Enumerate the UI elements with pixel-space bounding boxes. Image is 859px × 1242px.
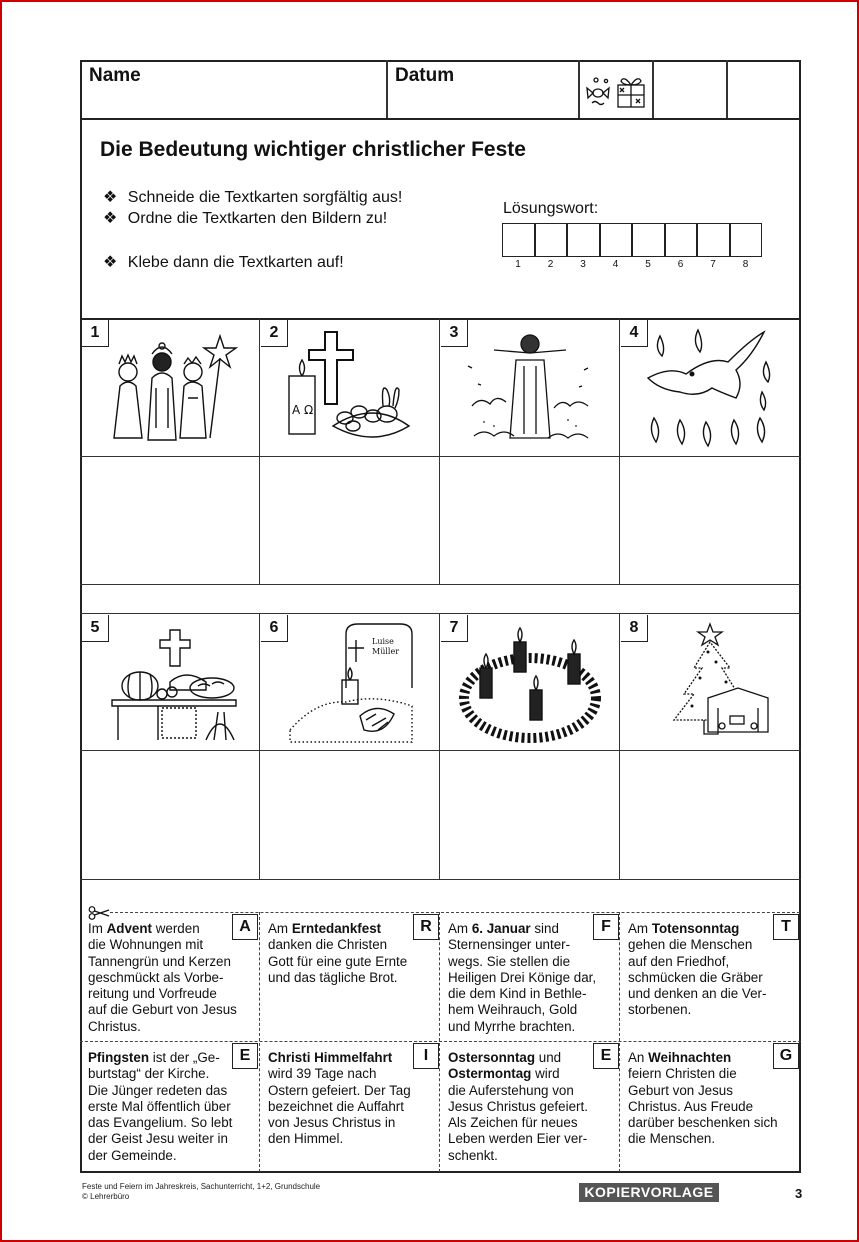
solution-box-8[interactable] <box>730 223 763 257</box>
text-card-weihnachten[interactable]: An Weihnachten feiern Christen die Geburt von Jesus Christus. Aus Freude darüber beschenken sich die Menschen. <box>628 1050 778 1147</box>
picture-number-1: 1 <box>82 320 109 347</box>
solution-number: 6 <box>677 259 684 270</box>
solution-box-2[interactable] <box>535 223 568 257</box>
christmas-tree-icon <box>648 622 768 742</box>
text-card-himmelfahrt[interactable]: Christi Himmelfahrt wird 39 Tage nach Ostern gefeiert. Der Tag bezeichnet die Auffahrt von Jesus Christus in den Himmel. <box>268 1050 411 1147</box>
solution-box-4[interactable] <box>600 223 633 257</box>
advent-wreath-icon <box>460 624 600 746</box>
picture-number-6: 6 <box>261 615 288 642</box>
candy-gift-icon <box>584 72 648 110</box>
header-sep-4 <box>726 60 728 118</box>
grid2-col <box>259 613 260 879</box>
ascension-icon <box>464 326 596 450</box>
cut-line-col <box>259 912 260 1172</box>
name-label: Name <box>89 65 141 86</box>
grid2-col <box>439 613 440 879</box>
text-card-totensonntag[interactable]: Am Totensonntag gehen die Menschen auf den Friedhof, schmücken die Gräber und denken an die Ver- storbenen. <box>628 921 767 1018</box>
solution-box-3[interactable] <box>567 223 600 257</box>
instruction-1: ❖ Schneide die Textkarten sorgfältig aus! <box>103 189 403 206</box>
cut-line-top <box>110 912 800 913</box>
card-letter: F <box>593 914 619 940</box>
date-label: Datum <box>395 65 455 86</box>
pentecost-dove-icon <box>640 326 780 450</box>
header-sep-2 <box>578 60 580 118</box>
grave-plate-surname: Müller <box>372 647 400 656</box>
solution-number: 4 <box>612 259 619 270</box>
grid1-bottom <box>80 584 801 585</box>
grid1-col <box>619 318 620 584</box>
grid2-col <box>619 613 620 879</box>
picture-number-7: 7 <box>441 615 468 642</box>
solution-box-7[interactable] <box>697 223 730 257</box>
solution-number: 8 <box>742 259 749 270</box>
solution-box-6[interactable] <box>665 223 698 257</box>
solution-box-5[interactable] <box>632 223 665 257</box>
grid2-mid <box>80 750 801 751</box>
text-card-ostern[interactable]: Ostersonntag und Ostermontag wird die Auferstehung von Jesus Christus gefeiert. Als Zeichen für neues Leben werden Eier ver- schenkt. <box>448 1050 588 1163</box>
bullet-icon: ❖ <box>103 189 118 206</box>
text-card-pfingsten[interactable]: Pfingsten ist der „Ge- burtstag“ der Kirche. Die Jünger redeten das erste Mal öffentlich über das Evangelium. So lebt der Geist Jesu weiter in der Gemeinde. <box>88 1050 233 1163</box>
instruction-2: ❖ Ordne die Textkarten den Bildern zu! <box>103 210 388 227</box>
solution-box-1[interactable] <box>502 223 535 257</box>
page-number: 3 <box>795 1186 803 1201</box>
grave-icon <box>286 620 416 746</box>
bullet-icon: ❖ <box>103 210 118 227</box>
harvest-table-icon <box>110 628 242 742</box>
card-letter: I <box>413 1043 439 1069</box>
date-field[interactable] <box>388 90 576 116</box>
gift-icon <box>618 79 644 107</box>
cut-line-col <box>439 912 440 1172</box>
copy-template-badge: KOPIERVORLAGE <box>579 1183 719 1202</box>
cut-line-middle <box>80 1041 801 1042</box>
easter-icon <box>283 330 415 446</box>
grid1-col <box>259 318 260 584</box>
header-divider <box>80 118 801 120</box>
picture-number-3: 3 <box>441 320 468 347</box>
text-card-january[interactable]: Am 6. Januar sind Sternensinger unter- wegs. Sie stellen die Heiligen Drei Könige dar, die dem Kind in Bethle- hem Weihrauch, Gold und Myrrhe brachten. <box>448 921 597 1034</box>
solution-number: 7 <box>710 259 716 270</box>
card-letter: T <box>773 914 799 940</box>
alpha-omega-text: A Ω <box>292 403 314 417</box>
card-letter: E <box>593 1043 619 1069</box>
cut-line-col <box>619 912 620 1172</box>
candy-icon <box>587 78 609 105</box>
instruction-3: ❖ Klebe dann die Textkarten auf! <box>103 254 344 271</box>
solution-number: 5 <box>645 259 651 270</box>
card-letter: G <box>773 1043 799 1069</box>
picture-number-5: 5 <box>82 615 109 642</box>
card-letter: E <box>232 1043 258 1069</box>
scissors-icon <box>88 906 110 920</box>
text-card-advent[interactable]: Im Advent werden die Wohnungen mit Tannengrün und Kerzen geschmückt als Vorbe- reitung und Vorfreude auf die Geburt von Jesus Christus. <box>88 921 237 1034</box>
solution-number: 1 <box>515 259 521 270</box>
solution-number: 2 <box>547 259 554 270</box>
footer-source: Feste und Feiern im Jahreskreis, Sachunterricht, 1+2, Grundschule © Lehrerbüro <box>82 1182 321 1201</box>
page-title: Die Bedeutung wichtiger christlicher Feste <box>100 138 526 161</box>
star-singers-icon <box>106 328 236 446</box>
grave-plate-name: Luise <box>372 637 394 646</box>
header-sep-3 <box>652 60 654 118</box>
bullet-icon: ❖ <box>103 254 118 271</box>
card-letter: R <box>413 914 439 940</box>
text-card-erntedank[interactable]: Am Erntedankfest danken die Christen Gott für eine gute Ernte und das tägliche Brot. <box>268 921 408 985</box>
solution-label: Lösungswort: <box>503 200 599 217</box>
grid1-mid <box>80 456 801 457</box>
grid2-top <box>80 613 801 614</box>
grid2-bottom <box>80 879 801 880</box>
picture-number-2: 2 <box>261 320 288 347</box>
name-field[interactable] <box>82 90 384 116</box>
card-letter: A <box>232 914 258 940</box>
solution-number: 3 <box>580 259 586 270</box>
picture-number-4: 4 <box>621 320 648 347</box>
grid1-col <box>439 318 440 584</box>
picture-number-8: 8 <box>621 615 648 642</box>
